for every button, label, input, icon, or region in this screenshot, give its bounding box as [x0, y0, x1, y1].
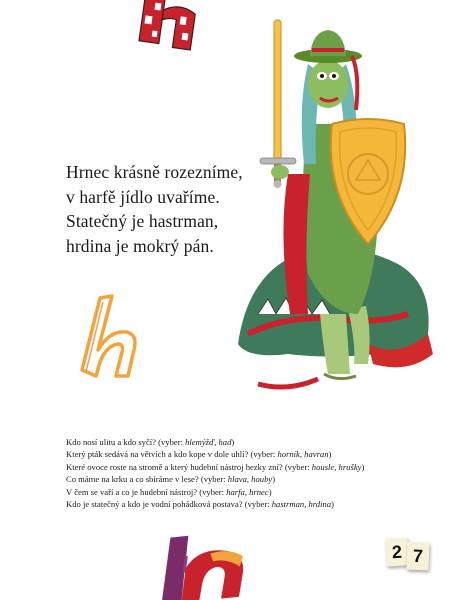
riddle-list [66, 436, 412, 510]
page-number-digit: 7 [407, 542, 430, 571]
poem-line: hrdina je mokrý pán. [66, 235, 214, 256]
riddle-close: ) [231, 437, 235, 447]
poem-line: Statečný je hastrman, [66, 211, 219, 231]
decorative-letter-top [128, 0, 228, 54]
riddle-close: ) [272, 474, 276, 485]
riddle-item [66, 473, 412, 485]
page-number-digit: 2 [385, 537, 408, 566]
riddle-question: Kdo je statečný a kdo je vodní pohádková postava? (vyber: [66, 499, 272, 510]
riddle-close: ) [361, 461, 365, 472]
riddle-item [66, 486, 412, 498]
riddle-close: ) [331, 499, 334, 510]
riddle-question: Které ovoce roste na stromě a který hudební nástroj hezky zní? (vyber: [66, 461, 312, 472]
water-goblin-knight-illustration [228, 14, 442, 398]
riddle-hint: hlemýžď, had [185, 437, 232, 447]
riddle-item [66, 448, 412, 460]
riddle-item [66, 498, 412, 510]
riddle-question: V čem se vaří a co je hudební nástroj? (vyber: [66, 486, 227, 497]
decorative-letter-bottom [152, 530, 262, 600]
riddle-hint: horník, havran [277, 449, 329, 460]
riddle-item [66, 436, 412, 448]
poem-line: Hrnec krásně rozezníme, [66, 162, 243, 182]
riddle-hint: hastrman, hrdina [271, 499, 332, 510]
riddle-close: ) [268, 486, 272, 497]
riddle-close: ) [328, 449, 332, 460]
riddle-question: Kdo nosí ulitu a kdo syčí? (vyber: [66, 437, 186, 447]
riddle-hint: harfa, hrnec [226, 486, 269, 497]
riddle-hint: hlava, houby [227, 474, 273, 485]
riddle-question: Který pták sedává na větvích a kdo kope v dole uhlí? (vyber: [66, 449, 278, 460]
riddle-item [66, 461, 412, 473]
riddle-question: Co máme na krku a co sbíráme v lese? (vyber: [66, 474, 228, 485]
riddle-hint: housle, hrušky [311, 461, 362, 472]
decorative-letter-middle [64, 290, 148, 382]
poem-line: v harfě jídlo uvaříme. [66, 186, 220, 207]
